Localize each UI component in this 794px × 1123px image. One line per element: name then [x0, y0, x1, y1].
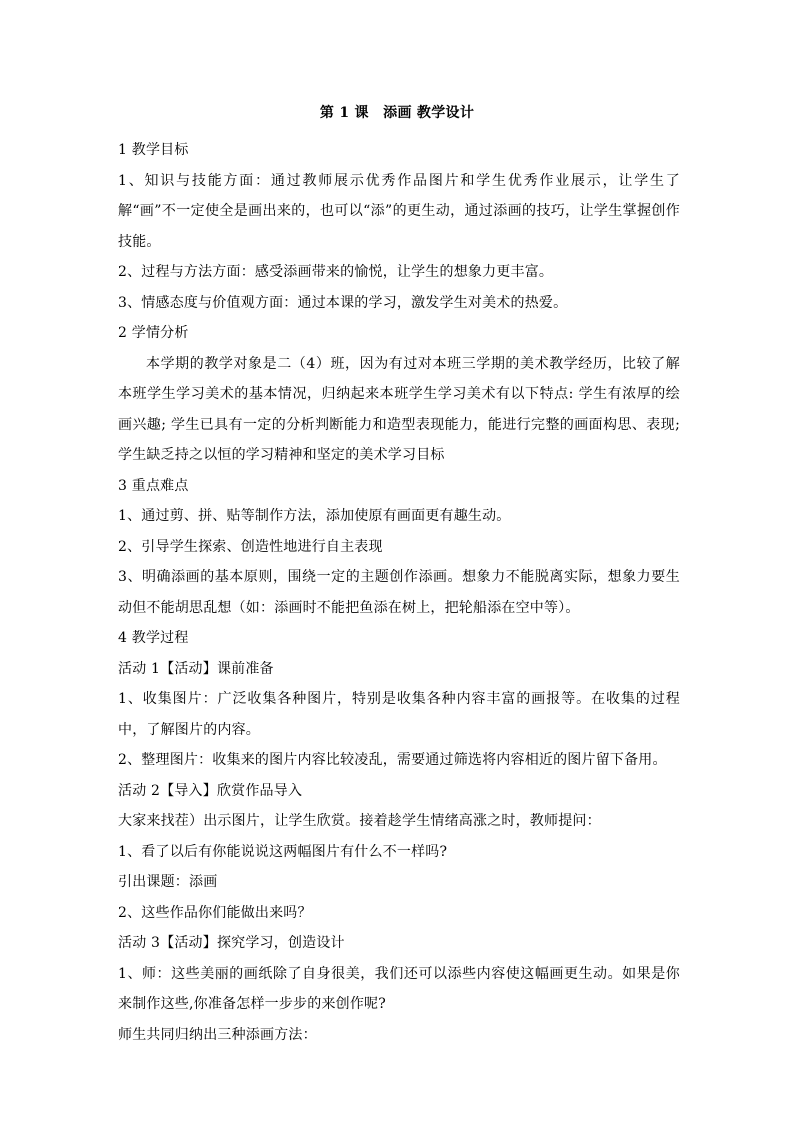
student-analysis-paragraph: 本学期的教学对象是二（4）班，因为有过对本班三学期的美术教学经历，比较了解本班学生学习美术的基本情况，归纳起来本班学生学习美术有以下特点: 学生有浓厚的绘画兴趣; 学生已具有一定的分析判断能力和造型表现能力，能进行完整的画面构思、表现; 学生缺乏持之以恒的学习精神和坚定的美术学习目标 [118, 355, 680, 463]
activity-2-heading: 活动 2【导入】欣赏作品导入 [118, 782, 303, 799]
goal-knowledge-skills: 1、知识与技能方面：通过教师展示优秀作品图片和学生优秀作业展示，让学生了解“画”不一定使全是画出来的，也可以“添”的更生动，通过添画的技巧，让学生掌握创作技能。 [118, 172, 680, 250]
activity-2-question-2: 2、这些作品你们能做出来吗？ [118, 904, 312, 921]
document-title: 第 1 课 添画 教学设计 [319, 105, 475, 121]
difficulty-item-1: 1、通过剪、拼、贴等制作方法，添加使原有画面更有趣生动。 [118, 508, 511, 524]
activity-2-intro: 大家来找茬）出示图片，让学生欣赏。接着趁学生情绪高涨之时，教师提问： [118, 813, 601, 829]
activity-2-question-1: 1、看了以后有你能说说这两幅图片有什么不一样吗? [118, 843, 448, 860]
activity-3-heading: 活动 3【活动】探究学习，创造设计 [118, 935, 345, 951]
activity-3-summary: 师生共同归纳出三种添画方法： [118, 1026, 317, 1043]
activity-2-topic: 引出课题：添画 [118, 874, 218, 890]
activity-1-item-1: 1、收集图片：广泛收集各种图片，特别是收集各种内容丰富的画报等。在收集的过程中，了解图片的内容。 [118, 691, 680, 738]
document-body [118, 135, 680, 1050]
difficulty-item-2: 2、引导学生探索、创造性地进行自主表现 [118, 538, 383, 555]
section-heading-teaching-goals: 1 教学目标 [118, 142, 189, 158]
section-heading-key-difficulties: 3 重点难点 [118, 477, 189, 494]
goal-attitude-values: 3、情感态度与价值观方面：通过本课的学习，激发学生对美术的热爱。 [118, 294, 568, 311]
difficulty-item-3: 3、明确添画的基本原则，围绕一定的主题创作添画。想象力不能脱离实际，想象力要生动但不能胡思乱想（如：添画时不能把鱼添在树上，把轮船添在空中等）。 [118, 569, 680, 616]
section-heading-teaching-process: 4 教学过程 [118, 630, 189, 646]
activity-3-item-1: 1、师：这些美丽的画纸除了自身很美，我们还可以添些内容使这幅画更生动。如果是你来制作这些,你准备怎样一步步的来创作呢? [118, 965, 680, 1012]
activity-1-heading: 活动 1【活动】课前准备 [118, 660, 274, 677]
activity-1-item-2: 2、整理图片：收集来的图片内容比较凌乱，需要通过筛选将内容相近的图片留下备用。 [118, 752, 667, 768]
goal-process-methods: 2、过程与方法方面：感受添画带来的愉悦，让学生的想象力更丰富。 [118, 264, 554, 280]
section-heading-student-analysis: 2 学情分析 [118, 325, 189, 341]
